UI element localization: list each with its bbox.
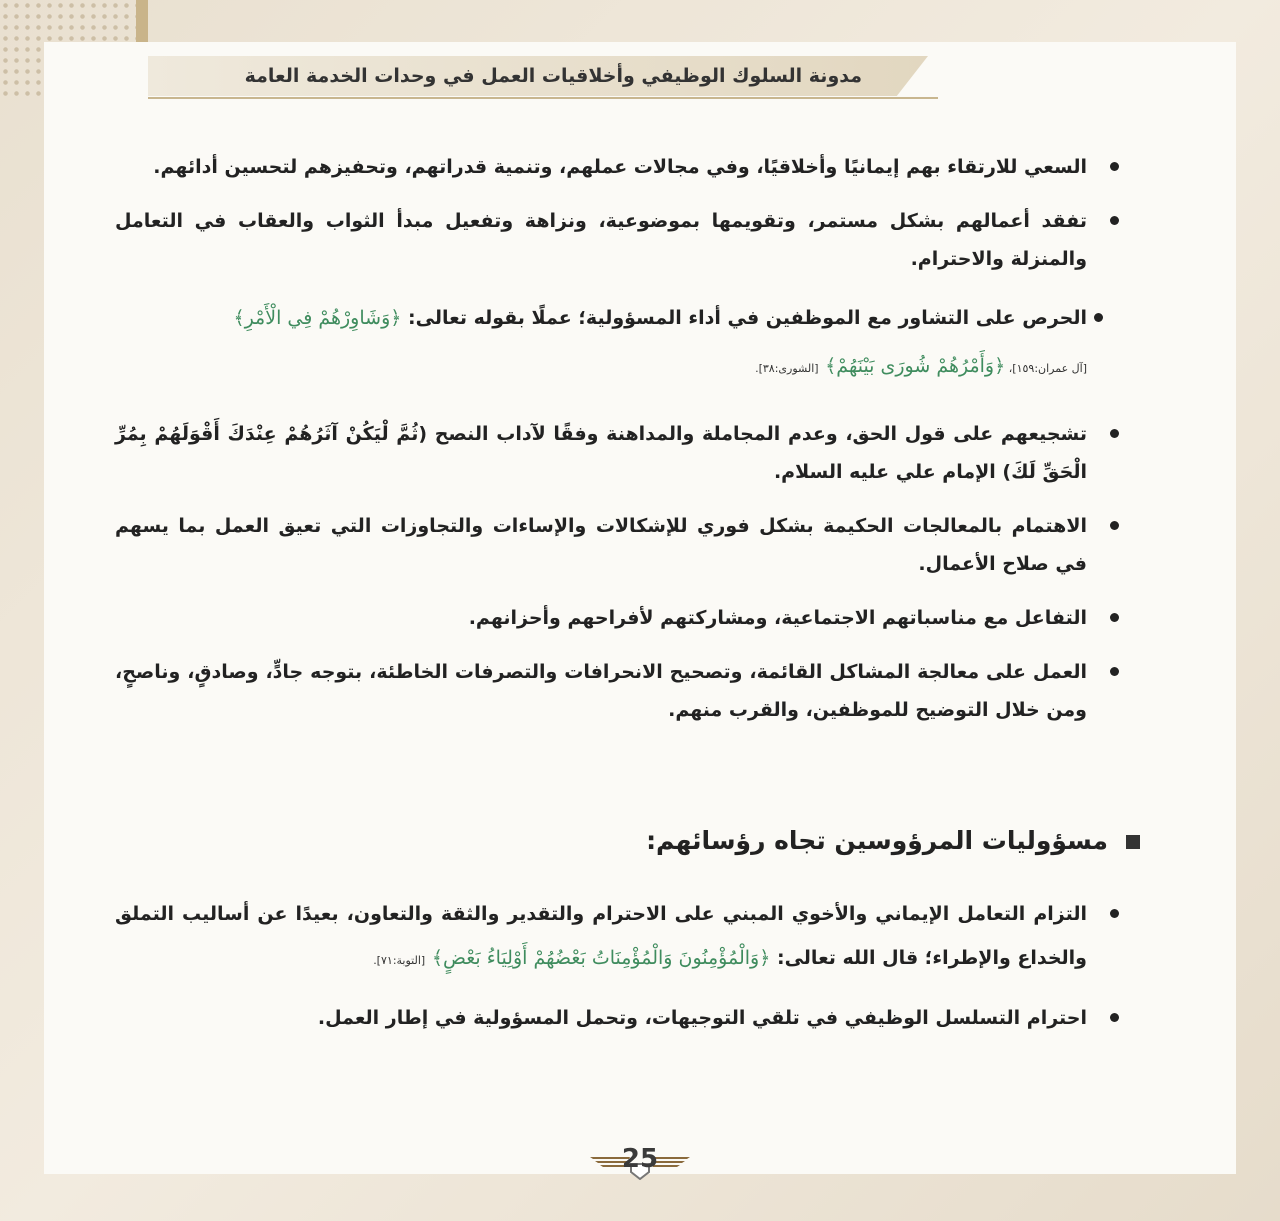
- item-text: العمل على معالجة المشاكل القائمة، وتصحيح الانحرافات والتصرفات الخاطئة، بتوجه جادٍّ، وصادقٍ، وناصحٍ، ومن خلال التوضيح للموظفين، والقرب منهم.: [115, 661, 1087, 721]
- list-item: [115, 202, 1087, 278]
- content-part2: [115, 892, 1087, 1053]
- item-text: تفقد أعمالهم بشكل مستمر، وتقويمها بموضوعية، ونزاهة وتفعيل مبدأ الثواب والعقاب في التعامل والمنزلة والاحترام.: [115, 210, 1087, 270]
- quran-verse: ﴿وَأَمْرُهُمْ شُورَى بَيْنَهُمْ﴾: [825, 355, 1006, 377]
- list-item: [115, 653, 1087, 729]
- item-text: احترام التسلسل الوظيفي في تلقي التوجيهات، وتحمل المسؤولية في إطار العمل.: [317, 1007, 1087, 1029]
- item-text: السعي للارتقاء بهم إيمانيًا وأخلاقيًا، وفي مجالات عملهم، وتنمية قدراتهم، وتحفيزهم لتحسين أدائهم.: [153, 156, 1087, 178]
- quran-verse: ﴿وَالْمُؤْمِنُونَ وَالْمُؤْمِنَاتُ بَعْضُهُمْ أَوْلِيَاءُ بَعْضٍ﴾: [431, 947, 771, 969]
- bullet-icon: [1110, 613, 1119, 622]
- bullet-list-2: [115, 892, 1087, 1037]
- verse-reference: [الشورى:٣٨].: [755, 362, 819, 375]
- page-number: 25: [621, 1144, 659, 1174]
- list-item: [115, 294, 1087, 393]
- bullet-icon: [1110, 909, 1119, 918]
- list-item: [115, 415, 1087, 491]
- bullet-icon: [1110, 216, 1119, 225]
- bullet-icon: [1110, 162, 1119, 171]
- verse-reference: [التوبة:٧١].: [373, 954, 426, 967]
- item-text: الحرص على التشاور مع الموظفين في أداء المسؤولية؛ عملًا بقوله تعالى:: [401, 307, 1087, 329]
- header-divider: [148, 97, 938, 99]
- bullet-icon: [1110, 429, 1119, 438]
- item-text: الاهتمام بالمعالجات الحكيمة بشكل فوري للإشكالات والإساءات والتجاوزات التي تعيق العمل بما يسهم في صلاح الأعمال.: [115, 515, 1087, 575]
- bullet-icon: [1094, 313, 1103, 322]
- bullet-icon: [1110, 667, 1119, 676]
- verse-reference: [آل عمران:١٥٩]،: [1005, 362, 1087, 375]
- section-heading: [400, 826, 1140, 855]
- list-item: [115, 507, 1087, 583]
- bullet-icon: [1110, 521, 1119, 530]
- header-title: مدونة السلوك الوظيفي وأخلاقيات العمل في وحدات الخدمة العامة: [244, 65, 862, 87]
- list-item: [115, 148, 1087, 186]
- section-heading-text: مسؤوليات المرؤوسين تجاه رؤسائهم:: [646, 826, 1108, 855]
- content-part1: [115, 148, 1087, 745]
- bullet-icon: [1110, 1013, 1119, 1022]
- list-item: [115, 892, 1087, 983]
- quran-verse: ﴿وَشَاوِرْهُمْ فِي الْأَمْرِ﴾: [233, 307, 402, 329]
- item-text: التفاعل مع مناسباتهم الاجتماعية، ومشاركتهم لأفراحهم وأحزانهم.: [468, 607, 1087, 629]
- square-bullet-icon: [1126, 835, 1140, 849]
- list-item: [115, 599, 1087, 637]
- item-text: التزام التعامل الإيماني والأخوي المبني على الاحترام والتقدير والثقة والتعاون، بعيدًا عن أساليب التملق والخداع والإطراء؛ قال الله تعالى:: [115, 903, 1087, 969]
- item-text: تشجيعهم على قول الحق، وعدم المجاملة والمداهنة وفقًا لآداب النصح (ثُمَّ لْيَكُنْ آثَرُهُمْ عِنْدَكَ أَقْوَلَهُمْ بِمُرِّ الْحَقِّ لَكَ) الإمام علي عليه السلام.: [115, 423, 1087, 483]
- list-item: [115, 999, 1087, 1037]
- bullet-list-1: [115, 148, 1087, 729]
